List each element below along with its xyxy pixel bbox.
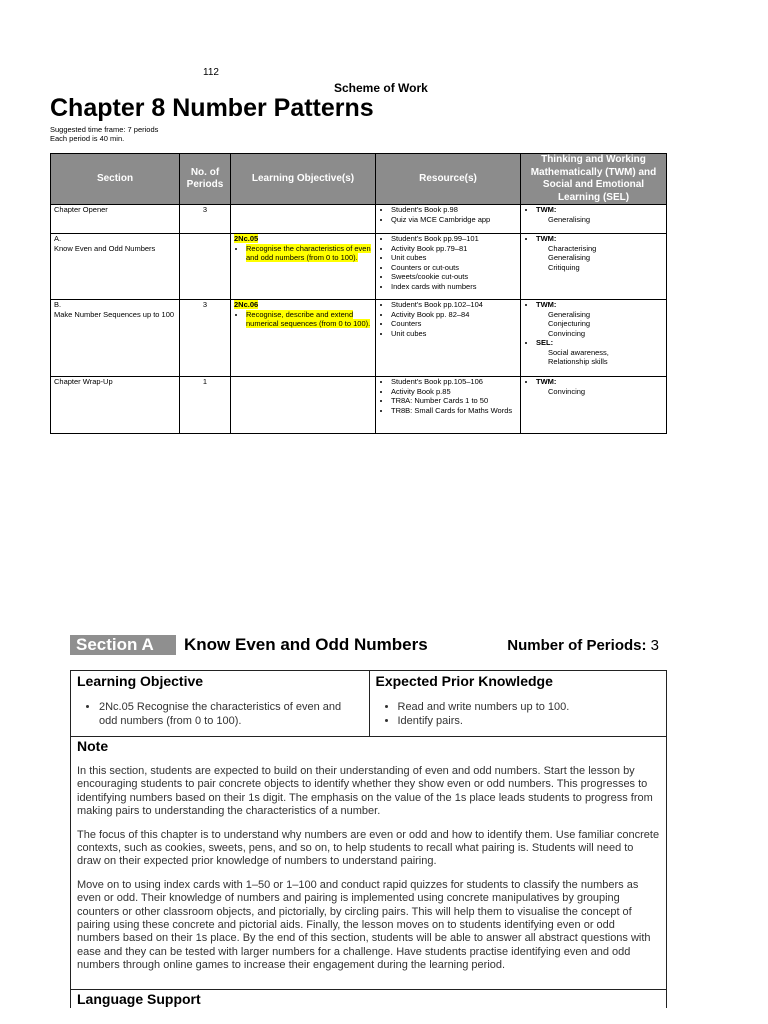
resource-item: • Student's Book pp.99–101 xyxy=(391,234,517,244)
note-body xyxy=(77,765,660,973)
sel-heading: SEL: xyxy=(536,338,554,347)
resource-item: • Index cards with numbers xyxy=(391,282,517,292)
note-cell xyxy=(71,737,666,990)
resources-list xyxy=(379,205,517,224)
objective-cell xyxy=(231,205,376,234)
resource-item: • TR8B: Small Cards for Maths Words xyxy=(391,406,517,416)
resource-item: • Sweets/cookie cut-outs xyxy=(391,272,517,282)
twm-item: Generalising xyxy=(548,214,591,224)
twm-sel-cell xyxy=(521,205,667,234)
twm-sel-cell xyxy=(521,300,667,377)
resource-item: • Student's Book p.98 xyxy=(391,205,517,215)
section-cell xyxy=(51,377,180,434)
twm-list xyxy=(524,205,663,224)
period-length: Each period is 40 min. xyxy=(50,134,125,143)
twm-item: Convincing xyxy=(548,386,586,396)
twm-item: Characterising xyxy=(548,243,597,253)
twm-list xyxy=(524,300,663,367)
chapter-meta xyxy=(50,125,158,143)
section-code: A. xyxy=(54,234,62,243)
twm-heading: TWM: xyxy=(536,234,557,243)
header-objectives: Learning Objective(s) xyxy=(231,154,376,205)
header-twm-sel: Thinking and Working Mathematically (TWM) and Social and Emotional Learning (SEL) xyxy=(521,154,667,205)
learning-objective-cell xyxy=(71,671,369,736)
objective-text: Recognise the characteristics of even and odd numbers (from 0 to 100). xyxy=(246,243,371,262)
twm-group xyxy=(536,234,663,272)
section-name: Chapter Opener xyxy=(54,205,108,214)
table-row xyxy=(51,377,667,434)
note-paragraph: The focus of this chapter is to understand why numbers are even or odd and how to identify them. Use familiar concrete contexts, such as cookies, sweets, pens, and so on, to help students to recall what pairing is. Students will need to draw on their expected prior knowledge of numbers to understand pairing. xyxy=(77,828,660,868)
section-cell xyxy=(51,300,180,377)
section-a-panel xyxy=(70,634,667,1008)
twm-items xyxy=(536,387,663,397)
objective-list xyxy=(234,244,372,263)
twm-sel-cell xyxy=(521,234,667,300)
twm-sel-cell xyxy=(521,377,667,434)
resource-item: • TR8A: Number Cards 1 to 50 xyxy=(391,396,517,406)
section-a-header xyxy=(70,634,667,658)
resource-item: • Student's Book pp.105–106 xyxy=(391,377,517,387)
resources-list xyxy=(379,377,517,415)
table-row xyxy=(51,234,667,300)
twm-item: Generalising xyxy=(548,309,591,319)
periods-cell: 1 xyxy=(180,377,231,434)
objective-cell xyxy=(231,234,376,300)
objective-code: 2Nc.05 xyxy=(234,234,259,243)
page-number: 112 xyxy=(203,67,219,78)
periods-label: Number of Periods: xyxy=(507,637,647,654)
sel-items xyxy=(536,348,663,367)
resources-cell xyxy=(376,377,521,434)
language-support-heading: Language Support xyxy=(77,990,201,1007)
twm-items xyxy=(536,244,663,273)
objective-item xyxy=(246,244,372,263)
resource-item: • Activity Book p.85 xyxy=(391,387,517,397)
resource-item: • Activity Book pp. 82–84 xyxy=(391,310,517,320)
twm-list xyxy=(524,234,663,272)
periods-cell xyxy=(180,234,231,300)
resource-item: • Activity Book pp.79–81 xyxy=(391,244,517,254)
section-label: Section A xyxy=(70,635,176,655)
resource-item: • Unit cubes xyxy=(391,329,517,339)
periods-value: 3 xyxy=(650,637,659,654)
learning-objective-heading: Learning Objective xyxy=(77,673,204,689)
twm-items xyxy=(536,215,663,225)
prior-knowledge-cell xyxy=(369,671,667,736)
section-cell xyxy=(51,205,180,234)
section-name: Make Number Sequences up to 100 xyxy=(54,309,175,319)
resources-list xyxy=(379,300,517,338)
objective-list xyxy=(234,310,372,329)
objective-cell xyxy=(231,300,376,377)
note-heading: Note xyxy=(77,738,109,754)
note-paragraph: In this section, students are expected to build on their understanding of even and odd numbers. Start the lesson by encouraging students to pair concrete objects to identify whether they show even or odd numbers. This progresses to identifying numbers based on their 1s digit. The emphasis on the value of the 1s place leads students to progress from making pairs to understanding the characteristics of a number. xyxy=(77,765,653,818)
header-resources: Resource(s) xyxy=(376,154,521,205)
twm-heading: TWM: xyxy=(536,300,557,309)
table-row xyxy=(51,205,667,234)
twm-item: Generalising xyxy=(548,253,591,262)
sel-item: Relationship skills xyxy=(548,357,608,366)
prior-knowledge-item: • Identify pairs. xyxy=(398,714,661,728)
section-cell xyxy=(51,234,180,300)
twm-list xyxy=(524,377,663,396)
chapter-title: Chapter 8 Number Patterns xyxy=(50,94,374,122)
objective-text: Recognise, describe and extend numerical sequences (from 0 to 100). xyxy=(246,309,371,328)
learning-objective-list xyxy=(77,700,363,728)
table-header-row xyxy=(51,154,667,205)
objective-cell xyxy=(231,377,376,434)
section-a-box xyxy=(70,670,667,1008)
resources-cell xyxy=(376,234,521,300)
objective-item xyxy=(246,310,372,329)
prior-knowledge-item: • Read and write numbers up to 100. xyxy=(398,700,661,714)
language-support-cell xyxy=(71,990,666,1008)
resources-cell xyxy=(376,300,521,377)
section-name: Know Even and Odd Numbers xyxy=(54,243,156,253)
resource-item: • Student's Book pp.102–104 xyxy=(391,300,517,310)
periods-cell: 3 xyxy=(180,205,231,234)
resource-item: • Counters or cut-outs xyxy=(391,263,517,273)
number-of-periods xyxy=(507,636,659,656)
twm-item: Conjecturing xyxy=(548,319,591,328)
section-code: B. xyxy=(54,300,62,309)
sel-group xyxy=(536,338,663,367)
twm-group xyxy=(536,300,663,338)
resource-item: • Counters xyxy=(391,319,517,329)
prior-knowledge-list xyxy=(376,700,661,728)
sel-item: Social awareness, xyxy=(548,347,609,357)
table-row xyxy=(51,300,667,377)
twm-item: Critiquing xyxy=(548,262,580,272)
twm-items xyxy=(536,310,663,339)
twm-group xyxy=(536,377,663,396)
note-paragraph: Move on to using index cards with 1–50 or 1–100 and conduct rapid quizzes for students to classify the numbers as even or odd. Their knowledge of numbers and pairing is implemented using concrete manipulatives by grouping counters or other classroom objects, and pictorially, by circling pairs. This will help them to visualise the concept of pairing using these concrete and pictorial aids. Finally, the lesson moves on to students identifying even or odd numbers based on their 1s place. By the end of this section, students will be able to answer all abstract questions with ease and they can be tested with larger numbers for a challenge. Have students practise identifying even and odd numbers through online games to increase their engagement during the learning period. xyxy=(77,878,651,972)
prior-knowledge-heading: Expected Prior Knowledge xyxy=(375,673,553,689)
twm-heading: TWM: xyxy=(536,205,557,214)
resource-item: • Unit cubes xyxy=(391,253,517,263)
learning-objective-item: • 2Nc.05 Recognise the characteristics of even and odd numbers (from 0 to 100). xyxy=(99,700,363,728)
twm-item: Convincing xyxy=(548,328,586,338)
periods-cell: 3 xyxy=(180,300,231,377)
header-section: Section xyxy=(51,154,180,205)
header-periods: No. of Periods xyxy=(180,154,231,205)
section-name: Chapter Wrap-Up xyxy=(54,377,113,386)
objective-knowledge-row xyxy=(71,671,666,737)
scheme-title: Scheme of Work xyxy=(334,81,428,95)
resources-cell xyxy=(376,205,521,234)
resources-list xyxy=(379,234,517,291)
twm-heading: TWM: xyxy=(536,377,557,386)
resource-item: • Quiz via MCE Cambridge app xyxy=(391,215,517,225)
scheme-of-work-table xyxy=(50,153,667,434)
objective-code: 2Nc.06 xyxy=(234,300,259,309)
twm-group xyxy=(536,205,663,224)
section-title: Know Even and Odd Numbers xyxy=(184,635,428,654)
time-frame: Suggested time frame: 7 periods xyxy=(50,125,159,134)
